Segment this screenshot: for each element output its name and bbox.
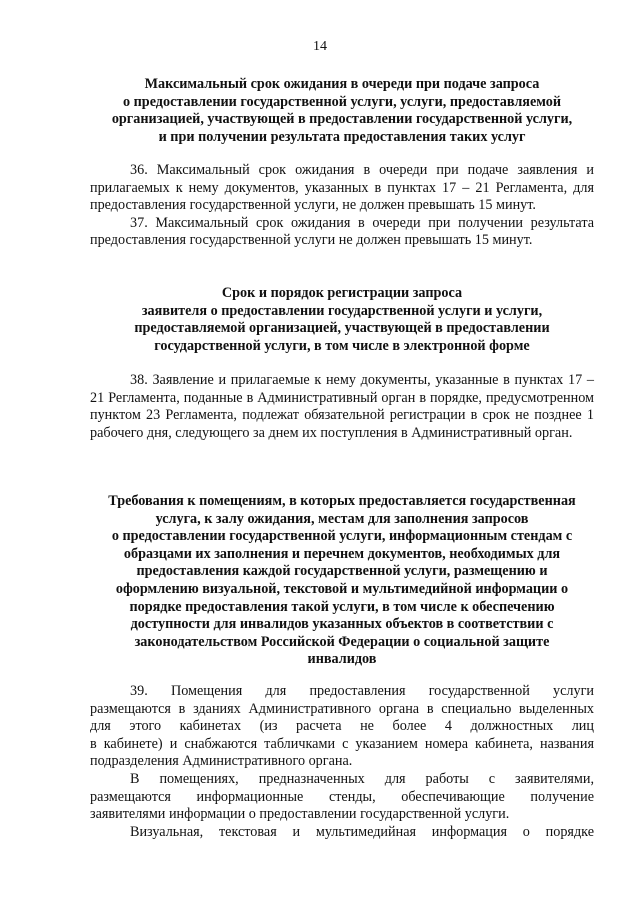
- paragraph-39-block: [90, 683, 594, 841]
- heading-line: порядке предоставления такой услуги, в том числе к обеспечению: [129, 598, 555, 615]
- paragraph-39-line: для этого кабинетах (из расчета не более 4 должностных лиц: [90, 718, 594, 735]
- heading-line: оформлению визуальной, текстовой и мультимедийной информации о: [115, 580, 569, 597]
- paragraph-39-line: в кабинете) и снабжаются табличками с указанием номера кабинета, названия: [90, 735, 594, 752]
- paragraph-stands-line: заявителями информации о предоставлении государственной услуги.: [90, 806, 510, 823]
- heading-line: Максимальный срок ожидания в очереди при подаче запроса: [144, 76, 540, 92]
- section-heading-waiting-time: [90, 76, 594, 146]
- heading-line: предоставления каждой государственной услуги, размещению и: [136, 563, 548, 580]
- paragraph-36-block: [90, 162, 594, 250]
- heading-line: государственной услуги, в том числе в электронной форме: [154, 337, 530, 354]
- paragraph-39-line: 39. Помещения для предоставления государственной услуги: [130, 683, 594, 699]
- section-heading-registration: [90, 285, 594, 355]
- heading-line: законодательством Российской Федерации о социальной защите: [134, 633, 550, 650]
- paragraph-39-line: размещаются в зданиях Административного органа в специально выделенных: [90, 700, 594, 717]
- paragraph-36: 36. Максимальный срок ожидания в очереди при подаче заявления и прилагаемых к нему документов, указанных в пунктах 17 – 21 Регламента, для предоставления государственной услуги, не должен превышать 15 минут.: [90, 162, 594, 214]
- paragraph-stands-line: размещаются информационные стенды, обеспечивающие получение: [90, 788, 594, 805]
- heading-line: предоставляемой организацией, участвующей в предоставлении: [134, 320, 550, 337]
- heading-line: заявителя о предоставлении государственной услуги и услуги,: [141, 302, 543, 319]
- heading-line: о предоставлении государственной услуги, услуги, предоставляемой: [122, 93, 562, 110]
- heading-line: инвалидов: [307, 651, 377, 668]
- heading-line: и при получении результата предоставления таких услуг: [158, 128, 526, 145]
- heading-line: Требования к помещениям, в которых предоставляется государственная: [108, 493, 576, 509]
- page-number: 14: [313, 39, 327, 54]
- heading-line: Срок и порядок регистрации запроса: [221, 285, 463, 301]
- paragraph-38-block: [90, 372, 594, 442]
- paragraph-visual-info-line: Визуальная, текстовая и мультимедийная информация о порядке: [130, 823, 594, 840]
- paragraph-37: 37. Максимальный срок ожидания в очереди при получении результата предоставления государственной услуги не должен превышать 15 минут.: [90, 214, 594, 249]
- section-heading-premises-requirements: [90, 493, 594, 669]
- heading-line: образцами их заполнения и перечнем документов, необходимых для: [123, 545, 561, 562]
- heading-line: о предоставлении государственной услуги, информационным стендам с: [111, 528, 573, 545]
- paragraph-39-line: подразделения Административного органа.: [90, 753, 353, 770]
- heading-line: организацией, участвующей в предоставлении государственной услуги,: [111, 111, 573, 128]
- paragraph-stands-line: В помещениях, предназначенных для работы с заявителями,: [130, 770, 594, 787]
- paragraph-38: 38. Заявление и прилагаемые к нему документы, указанные в пунктах 17 – 21 Регламента, поданные в Административный орган в порядке, предусмотренном пунктом 23 Регламента, подлежат обязательной регистрации в срок не позднее 1 рабочего дня, следующего за днем их поступления в Административный орган.: [90, 372, 594, 441]
- heading-line: доступности для инвалидов указанных объектов в соответствии с: [130, 616, 554, 633]
- heading-line: услуга, к залу ожидания, местам для заполнения запросов: [155, 510, 529, 527]
